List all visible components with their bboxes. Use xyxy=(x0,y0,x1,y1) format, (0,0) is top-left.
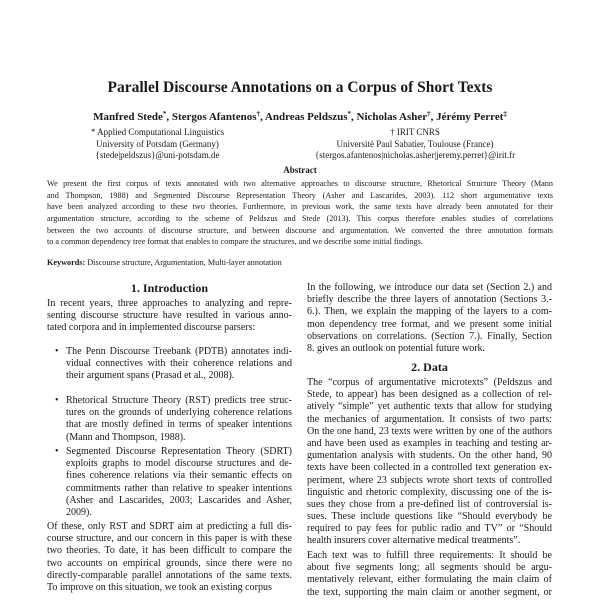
text-line: texts have been collected in a controlled text generation ex- xyxy=(307,462,552,474)
text-line: argumentation structure, according to the scheme of Peldszus and Stede (2013). This corpus therefore enables studies of correlations xyxy=(47,214,553,224)
text-line: 6.). Then, we explain the mapping of the layers to a com- xyxy=(307,306,552,318)
text-line: have been analyzed according to these two theories. Furthermore, in previous work, the same texts have already been annotated for their xyxy=(47,202,553,212)
text-line: tures on the grounds of underlying coherence relations xyxy=(66,407,292,419)
text-line: linguistic and rhetoric complexity, discussing one of the is- xyxy=(307,486,552,498)
text-line: two accounts on empirical grounds, since there were no xyxy=(47,557,292,569)
bullet-icon: • xyxy=(55,346,59,357)
text-line: exploits graphs to model discourse structures and de- xyxy=(66,458,292,470)
bullet-sdrt xyxy=(55,446,292,519)
text-line: periment, where 23 subjects wrote short texts of controlled xyxy=(307,474,552,486)
text-line: atively “simple” yet authentic texts that allow for studying xyxy=(307,401,552,413)
text-line: course structure, and our concern in this paper is with these xyxy=(47,533,292,545)
author-list: Manfred Stede*, Stergos Afantenos†, Andreas Peldszus*, Nicholas Asher†, Jérémy Perret‡ xyxy=(93,110,507,123)
text-line: The Penn Discourse Treebank (PDTB) annotates indi- xyxy=(66,346,292,357)
text-line: mon dependency tree format, and we present some initial xyxy=(307,318,552,330)
text-line: and have been used as examples in teaching and testing ar- xyxy=(307,437,552,449)
keywords-value: Discourse structure, Argumentation, Multi-layer annotation xyxy=(87,258,282,267)
author xyxy=(172,111,260,123)
author-name: Andreas Peldszus xyxy=(264,111,348,123)
paper-title: Parallel Discourse Annotations on a Corpus of Short Texts xyxy=(107,79,493,96)
bullet-pdtb xyxy=(55,346,292,383)
affiliation-email: {stergos.afantenos|nicholas.asher|jeremy.perret}@irit.fr xyxy=(314,150,516,160)
intro-paragraph-1 xyxy=(47,298,292,335)
author-name: Stergos Afantenos xyxy=(171,111,257,123)
text-line: Each text was to fulfill three requirements: It should be xyxy=(307,550,552,561)
keywords-label: Keywords: xyxy=(47,258,86,267)
text-line: The “corpus of argumentative microtexts” (Peldszus and xyxy=(307,377,552,388)
text-line: senting discourse structure have resulted in various anno- xyxy=(47,310,292,322)
author-mark: † xyxy=(427,110,431,118)
affiliation-line: University of Potsdam (Germany) xyxy=(96,138,219,149)
author xyxy=(436,111,507,123)
text-line: two theories. To date, it has been difficult to compare the xyxy=(47,545,292,557)
text-line: In the following, we introduce our data set (Section 2.) and xyxy=(307,282,552,293)
text-line: (Asher and Lascarides, 2003; Lascarides and Asher, xyxy=(66,494,292,506)
author-name: Manfred Stede xyxy=(93,111,163,123)
keywords xyxy=(47,257,282,268)
affiliation-email: {stede|peldszus}@uni-potsdam.de xyxy=(95,150,220,160)
text-line: 8. gives an outlook on potential future work. xyxy=(307,342,486,354)
text-line: that are mostly defined in terms of speaker intentions xyxy=(66,419,292,431)
author-name: Nicholas Asher xyxy=(356,111,428,123)
text-line: and Thompson, 1988) and Segmented Discourse Representation Theory (Asher and Lascarides, 2003). 112 short argumentative texts xyxy=(47,190,553,200)
affiliation-potsdam xyxy=(55,127,260,162)
affiliation-irit xyxy=(270,127,560,162)
text-line: Segmented Discourse Representation Theory (SDRT) xyxy=(66,446,292,457)
intro-paragraph-3 xyxy=(307,282,552,355)
text-line: mentatively relevant, either formulating the main claim of xyxy=(307,574,552,586)
text-line: between the two accounts of discourse structure, and between discourse and argumentation. We converted the three annotation formats xyxy=(47,225,553,235)
text-line: briefly describe the three layers of annotation (Sections 3.- xyxy=(307,294,552,306)
author xyxy=(93,111,166,123)
affiliation-line: † IRIT CNRS xyxy=(390,127,440,137)
abstract-body xyxy=(47,178,553,248)
author-mark: ‡ xyxy=(503,110,507,118)
data-paragraph-2 xyxy=(307,550,552,599)
text-line: observations on correlations. (Section 7.). Finally, Section xyxy=(307,330,552,342)
text-line: Stede, to appear) has been designed as a collection of rel- xyxy=(307,389,552,401)
text-line: health insurers cover alternative medical treatments”. xyxy=(307,535,521,547)
abstract-heading: Abstract xyxy=(283,165,317,175)
text-line: the text, supporting the main claim or another segment, or xyxy=(307,586,552,598)
text-line: fines coherence relations via their semantic effects on xyxy=(66,470,292,482)
section-heading-data: 2. Data xyxy=(411,360,448,374)
text-line: commitments rather than relative to speaker intentions xyxy=(66,482,292,494)
author xyxy=(265,111,351,123)
text-line: directly-comparable parallel annotations of the same texts. xyxy=(47,569,292,581)
affiliation-line: Université Paul Sabatier, Toulouse (France) xyxy=(336,138,494,149)
bullet-rst xyxy=(55,395,292,444)
text-line: On the one hand, 23 texts were written by one of the authors xyxy=(307,425,552,437)
text-line: about five segments long; all segments should be argu- xyxy=(307,562,552,574)
intro-paragraph-2 xyxy=(47,521,292,594)
text-line: required to pay fees for public radio and TV” or “Should xyxy=(307,523,552,535)
data-paragraph-1 xyxy=(307,377,552,548)
bullet-icon: • xyxy=(55,395,59,406)
text-line: vidual connectives with their coherence relations and xyxy=(66,358,292,370)
text-line: Of these, only RST and SDRT aim at predicting a full dis- xyxy=(47,521,292,532)
author xyxy=(357,111,431,123)
text-line: tated corpora and in implemented discourse parsers: xyxy=(47,322,256,334)
affiliation-line: * Applied Computational Linguistics xyxy=(90,127,225,137)
text-line: the mechanics of argumentation. It consists of two parts: xyxy=(307,413,552,425)
text-line: Rhetorical Structure Theory (RST) predicts tree struc- xyxy=(66,395,292,406)
text-line: 2009). xyxy=(66,506,92,518)
text-line: sues. These include questions like “Should everybody be xyxy=(307,511,552,523)
text-line: gumentation analysis with students. On the other hand, 90 xyxy=(307,450,552,462)
section-heading-introduction: 1. Introduction xyxy=(130,281,209,295)
text-line: We present the first corpus of texts annotated with two alternative approaches to discourse structure, Rhetorical Structure Theory (Mann xyxy=(47,179,553,188)
text-line: In recent years, three approaches to analyzing and repre- xyxy=(47,298,292,309)
bullet-icon: • xyxy=(55,446,59,457)
text-line: to a common dependency tree format that enables to compare the structures, and we describe some initial findings. xyxy=(47,237,423,247)
text-line: their argument spans (Prasad et al., 2008). xyxy=(66,370,235,382)
text-line: sues they chose from a pre-defined list of controversial is- xyxy=(307,498,552,510)
text-line: (Mann and Thompson, 1988). xyxy=(66,431,186,443)
author-mark: † xyxy=(256,110,260,118)
text-line: To improve on this situation, we took an existing corpus xyxy=(47,581,272,593)
author-mark: * xyxy=(347,110,352,118)
author-name: Jérémy Perret xyxy=(436,111,504,123)
author-mark: * xyxy=(162,110,167,118)
